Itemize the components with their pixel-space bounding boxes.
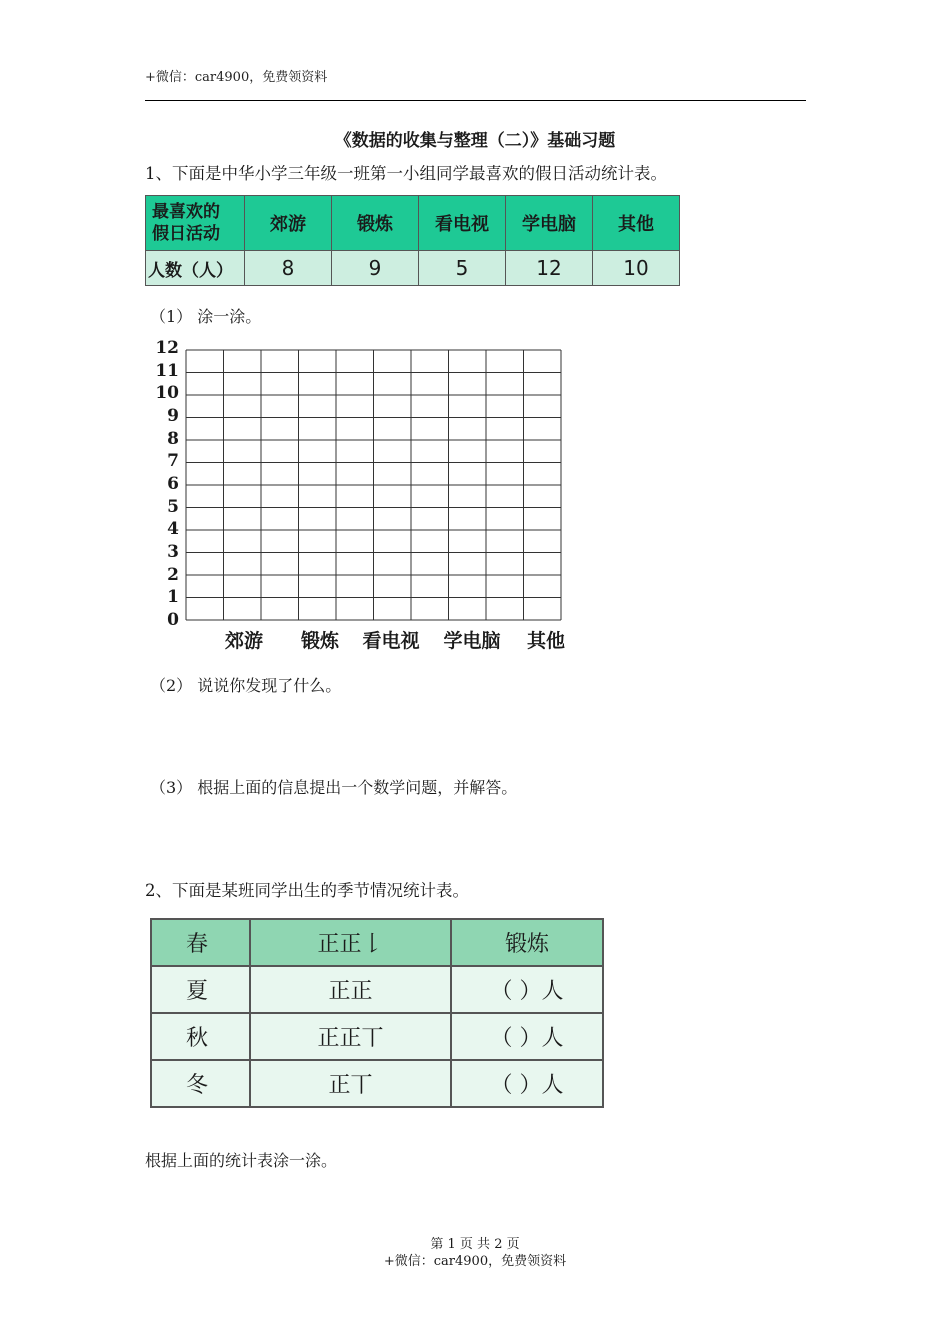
answer-cell[interactable]: （ ）人 bbox=[451, 1013, 603, 1060]
answer-cell[interactable]: （ ）人 bbox=[451, 1060, 603, 1107]
header-note: +微信：car4900，免费领资料 bbox=[145, 70, 328, 85]
grid-y-tick-label: 8 bbox=[167, 428, 179, 449]
grid-x-label: 学电脑 bbox=[443, 630, 501, 652]
grid-y-tick-label: 6 bbox=[167, 474, 179, 494]
tally-cell: 正丅 bbox=[250, 1060, 451, 1107]
count-cell: 5 bbox=[419, 251, 506, 286]
sub-question-3: （3） 根据上面的信息提出一个数学问题，并解答。 bbox=[150, 778, 518, 797]
table-row bbox=[151, 1013, 603, 1060]
table-row bbox=[151, 919, 603, 966]
activity-stats-table bbox=[145, 195, 680, 286]
season-stats-table bbox=[150, 918, 604, 1108]
count-cell: 9 bbox=[332, 251, 419, 286]
footer-note: +微信：car4900，免费领资料 bbox=[383, 1254, 567, 1269]
header-divider bbox=[145, 100, 806, 101]
question-2-text: 2、下面是某班同学出生的季节情况统计表。 bbox=[145, 881, 469, 900]
table-row bbox=[151, 1060, 603, 1107]
count-cell: 8 bbox=[245, 251, 332, 286]
grid-x-label: 其他 bbox=[526, 630, 565, 652]
coloring-grid[interactable] bbox=[185, 349, 562, 621]
grid-y-tick-label: 7 bbox=[167, 451, 179, 472]
grid-y-tick-label: 10 bbox=[155, 383, 179, 404]
activity-header: 锻炼 bbox=[332, 196, 419, 251]
sub-question-2: （2） 说说你发现了什么。 bbox=[150, 676, 342, 695]
row-header-cell: 最喜欢的 假日活动 bbox=[146, 196, 245, 251]
grid-y-tick-label: 12 bbox=[155, 338, 179, 358]
grid-x-label: 郊游 bbox=[224, 630, 263, 652]
question-1-text: 1、下面是中华小学三年级一班第一小组同学最喜欢的假日活动统计表。 bbox=[145, 164, 667, 183]
grid-y-tick-label: 1 bbox=[167, 587, 179, 608]
answer-cell[interactable]: （ ）人 bbox=[451, 966, 603, 1013]
grid-y-tick-label: 3 bbox=[167, 542, 179, 562]
table-row bbox=[151, 966, 603, 1013]
sub-question-1: （1） 涂一涂。 bbox=[150, 307, 262, 326]
grid-x-label: 锻炼 bbox=[300, 630, 339, 652]
season-cell: 冬 bbox=[151, 1060, 250, 1107]
grid-x-label: 看电视 bbox=[362, 630, 420, 652]
count-cell: 10 bbox=[593, 251, 680, 286]
activity-header: 郊游 bbox=[245, 196, 332, 251]
activity-header: 其他 bbox=[593, 196, 680, 251]
table-row bbox=[146, 251, 680, 286]
tally-cell: 正正 bbox=[250, 966, 451, 1013]
grid-y-tick-label: 4 bbox=[167, 519, 179, 540]
activity-header: 学电脑 bbox=[506, 196, 593, 251]
grid-y-tick-label: 2 bbox=[167, 564, 179, 585]
grid-y-tick-label: 5 bbox=[167, 496, 179, 517]
table-row bbox=[146, 196, 680, 251]
instruction-text: 根据上面的统计表涂一涂。 bbox=[145, 1151, 338, 1170]
page-title: 《数据的收集与整理（二）》基础习题 bbox=[334, 131, 616, 151]
tally-cell: 正正丅 bbox=[250, 1013, 451, 1060]
activity-header: 看电视 bbox=[419, 196, 506, 251]
answer-cell: 锻炼 bbox=[451, 919, 603, 966]
grid-y-tick-label: 0 bbox=[167, 610, 179, 630]
row-value-label: 人数（人） bbox=[146, 251, 245, 286]
tally-cell: 正正𠄌 bbox=[250, 919, 451, 966]
season-cell: 夏 bbox=[151, 966, 250, 1013]
season-cell: 秋 bbox=[151, 1013, 250, 1060]
season-cell: 春 bbox=[151, 919, 250, 966]
page-number: 第 1 页 共 2 页 bbox=[430, 1237, 520, 1252]
grid-y-tick-label: 9 bbox=[167, 406, 179, 426]
count-cell: 12 bbox=[506, 251, 593, 286]
grid-y-tick-label: 11 bbox=[155, 360, 179, 381]
